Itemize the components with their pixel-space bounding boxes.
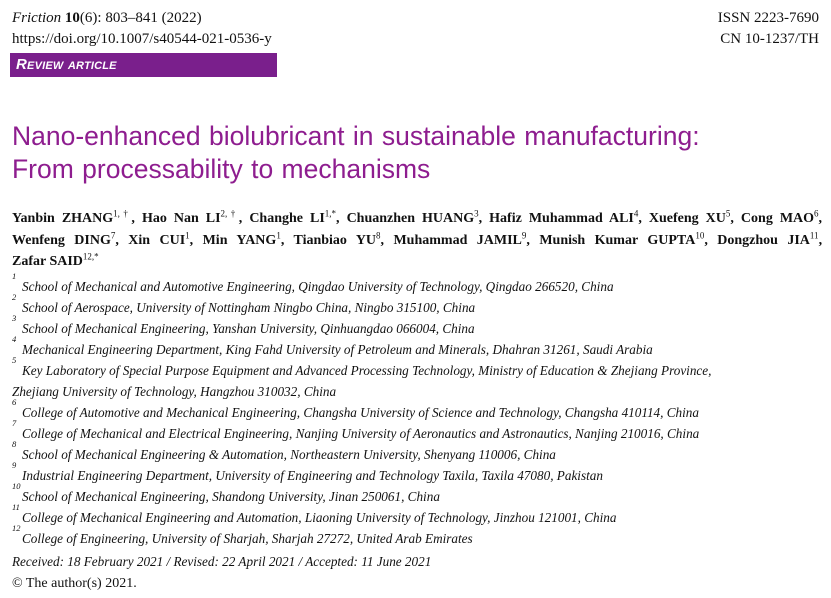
affiliation-number: 10 (12, 481, 21, 491)
author-affiliation-marker: 7 (110, 229, 116, 240)
issue-pages: (6): 803–841 (2022) (79, 10, 202, 26)
author-name: Hao Nan $LI^{2,\dagger}$ (141, 208, 239, 226)
affiliation-number: 4 (12, 334, 17, 344)
doi-link[interactable]: https://doi.org/10.1007/s40544-021-0536-y (12, 31, 272, 47)
author-name: Cong MAO$^6$ (740, 208, 819, 226)
author-affiliation-marker: 3 (474, 208, 479, 219)
affiliation-number: 6 (12, 397, 17, 407)
affiliation-item (12, 523, 824, 549)
affiliation-number: 11 (12, 502, 20, 512)
affiliation-item (12, 460, 824, 486)
affiliation-number: 5 (12, 355, 17, 365)
copyright-notice: © The author(s) 2021. (12, 576, 137, 591)
author-affiliation-marker: 1 (276, 229, 281, 240)
affiliation-number: 7 (12, 418, 17, 428)
author-affiliation-marker: 5 (725, 208, 731, 219)
affiliation-number: 2 (12, 292, 17, 302)
issn-header (718, 8, 819, 50)
affiliation-text: School of Mechanical and Automotive Engineering, Qingdao University of Technology, Qingdao 266520, China (22, 279, 614, 294)
author-name: Hafiz Muhammad ALI$^4$ (489, 208, 639, 226)
author-affiliation-marker: 2,† (220, 208, 239, 219)
affiliation-text: School of Aerospace, University of Nottingham Ningbo China, Ningbo 315100, China (22, 300, 476, 315)
title-line-1: Nano-enhanced biolubricant in sustainable manufacturing: (12, 121, 700, 151)
affiliation-number: 8 (12, 439, 17, 449)
affiliation-item (12, 271, 824, 297)
author-affiliation-marker: 11 (809, 229, 819, 240)
affiliation-list (12, 271, 824, 549)
journal-name: Friction (12, 10, 62, 26)
affiliation-text: College of Automotive and Mechanical Engineering, Changsha University of Science and Technology, Changsha 410114, China (22, 405, 699, 420)
citation-header (12, 8, 272, 50)
author-name: Changhe $LI^{1,*}$ (249, 208, 337, 226)
author-name: Muhammad JAMIL$^9$ (393, 229, 527, 248)
author-affiliation-marker: 4 (633, 208, 639, 219)
affiliation-text: Key Laboratory of Special Purpose Equipment and Advanced Processing Technology, Ministry of Education & Zhejiang Province, (22, 363, 712, 378)
author-name: Xin CUI$^1$ (128, 229, 190, 248)
affiliation-number: 9 (12, 460, 17, 470)
affiliation-text: School of Mechanical Engineering, Shandong University, Jinan 250061, China (22, 489, 440, 504)
affiliation-item (12, 481, 824, 507)
article-dates: Received: 18 February 2021 / Revised: 22 April 2021 / Accepted: 11 June 2021 (12, 554, 432, 569)
author-name: Dongzhou JIA$^{11}$ (717, 229, 819, 248)
author-name: Xuefeng $XU^5$ (648, 208, 731, 226)
affiliation-item (12, 355, 824, 402)
affiliation-item (12, 439, 824, 465)
author-affiliation-marker: 1,† (113, 208, 132, 219)
author-name: Zafar $SAID^{12,*}$ (12, 251, 99, 269)
affiliation-item (12, 418, 824, 444)
affiliation-text: Mechanical Engineering Department, King Fahd University of Petroleum and Minerals, Dhahran 31261, Saudi Arabia (22, 342, 653, 357)
author-affiliation-marker: 10 (695, 229, 705, 240)
affiliation-item (12, 502, 824, 528)
affiliation-item (12, 313, 824, 339)
affiliation-text: College of Mechanical and Electrical Engineering, Nanjing University of Aeronautics and Astronautics, Nanjing 210016, China (22, 426, 700, 441)
affiliation-text: School of Mechanical Engineering & Automation, Northeastern University, Shenyang 110006, China (22, 447, 556, 462)
affiliation-text: College of Engineering, University of Sharjah, Sharjah 27272, United Arab Emirates (22, 531, 473, 546)
affiliation-item (12, 292, 824, 318)
affiliation-text: School of Mechanical Engineering, Yanshan University, Qinhuangdao 066004, China (22, 321, 475, 336)
author-affiliation-marker: 12,* (82, 251, 99, 262)
author-affiliation-marker: 9 (521, 229, 527, 240)
affiliation-number: 12 (12, 523, 21, 533)
affiliation-item (12, 397, 824, 423)
affiliation-number: 3 (12, 313, 17, 323)
article-title (12, 120, 822, 186)
affiliation-number: 1 (12, 271, 17, 281)
author-affiliation-marker: 8 (376, 229, 381, 240)
citation-line (12, 8, 272, 29)
issn: ISSN 2223-7690 (717, 10, 819, 26)
volume: 10 (64, 10, 80, 26)
title-line-2: From processability to mechanisms (12, 154, 431, 184)
affiliation-item (12, 334, 824, 360)
author-list: Yanbin $ZHANG^{1,\dagger}$, Hao Nan $LI^{2,\dagger}$, Changhe $LI^{1,*}$, Chuanzhen HUANG$^3$, Hafiz Muhammad ALI$^4$, Xuefeng $XU^5$, Cong MAO$^6$, Wenfeng DING$^7$, Xin CUI$^1$, Min YANG$^1$, Tianbiao $YU^8$, Muhammad JAMIL$^9$, Munish Kumar GUPTA$^{10}$, Dongzhou JIA$^{11}$, Zafar $SAID^{12,*}$ (12, 208, 823, 269)
author-affiliation-marker: 1,* (324, 208, 337, 219)
cn-number: CN 10-1237/TH (720, 31, 819, 47)
affiliation-text: College of Mechanical Engineering and Automation, Liaoning University of Technology, Jinzhou 121001, China (22, 510, 617, 525)
author-name: Munish Kumar GUPTA$^{10}$ (539, 229, 705, 248)
article-type-banner: Review article (10, 53, 277, 77)
author-name: Min YANG$^1$ (202, 229, 281, 248)
author-name: Tianbiao $YU^8$ (293, 229, 381, 248)
author-name: Chuanzhen HUANG$^3$ (346, 208, 479, 226)
author-name: Yanbin $ZHANG^{1,\dagger}$ (12, 208, 132, 226)
affiliation-text: Industrial Engineering Department, University of Engineering and Technology Taxila, Taxila 47080, Pakistan (22, 468, 603, 483)
author-affiliation-marker: 6 (814, 208, 819, 219)
author-name: Wenfeng DING$^7$ (12, 229, 116, 248)
affiliation-text-continued: Zhejiang University of Technology, Hangzhou 310032, China (12, 384, 337, 399)
author-affiliation-marker: 1 (185, 229, 190, 240)
